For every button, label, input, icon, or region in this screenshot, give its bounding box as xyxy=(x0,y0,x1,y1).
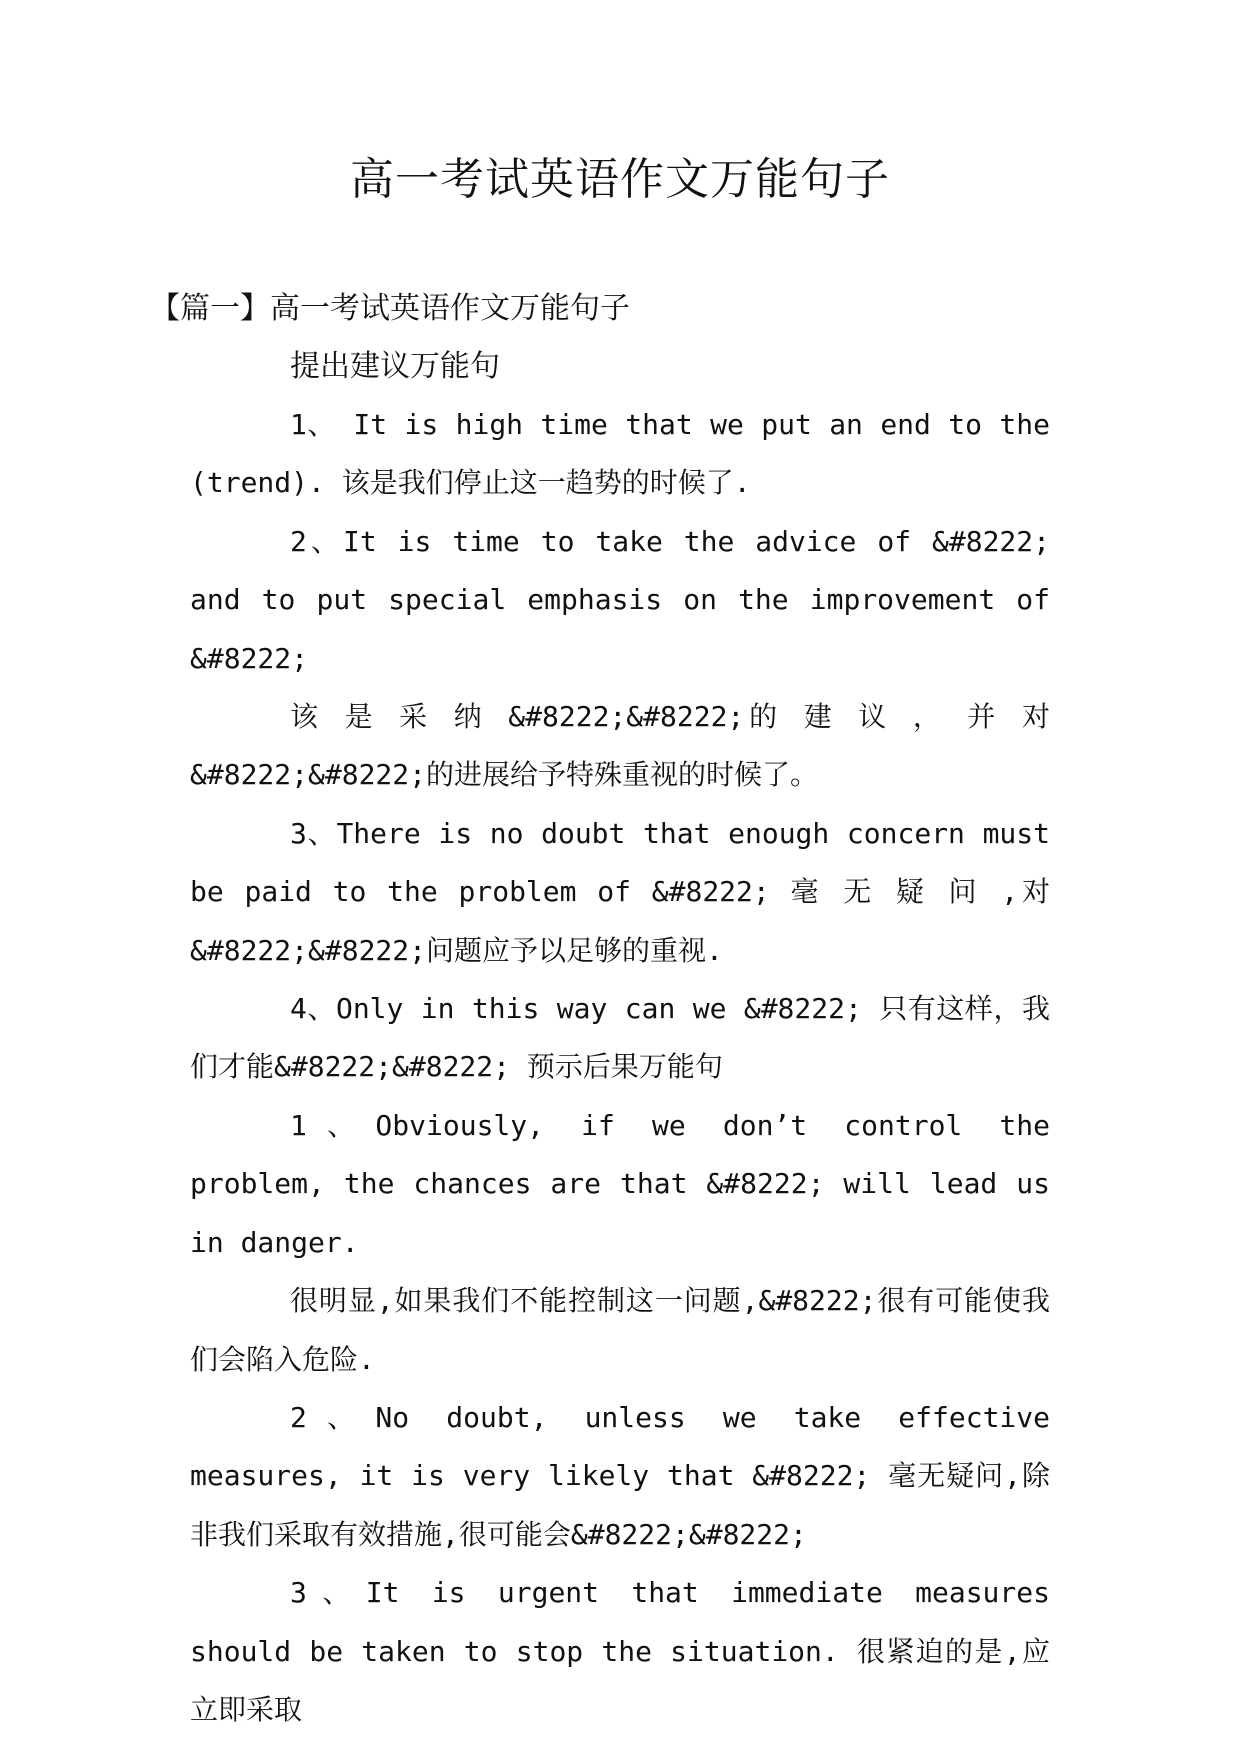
sub-heading: 提出建议万能句 xyxy=(290,349,500,384)
paragraph: 1、 It is high time that we put an end to the (trend). 该是我们停止这一趋势的时候了. xyxy=(190,408,1050,500)
document-body xyxy=(150,280,1050,1739)
paragraph: 1、Obviously, if we don’t control the problem, the chances are that &#8222; will lead us in danger. xyxy=(190,1108,1050,1259)
paragraph: 4、Only in this way can we &#8222; 只有这样，我们才能&#8222;&#8222; 预示后果万能句 xyxy=(190,992,1050,1084)
page-title: 高一考试英语作文万能句子 xyxy=(350,154,890,205)
paragraph: 2、It is time to take the advice of &#8222; and to put special emphasis on the improvement of &#8222; xyxy=(190,524,1050,675)
paragraph: 3、It is urgent that immediate measures should be taken to stop the situation. 很紧迫的是,应立即采取 xyxy=(190,1576,1050,1726)
paragraph: 3、There is no doubt that enough concern must be paid to the problem of &#8222; 毫 无 疑 问 ,对 &#8222;&#8222;问题应予以足够的重视. xyxy=(190,816,1050,967)
paragraph: 很明显,如果我们不能控制这一问题,&#8222;很有可能使我们会陷入危险. xyxy=(190,1284,1050,1376)
section-heading: 【篇一】高一考试英语作文万能句子 xyxy=(150,291,630,326)
paragraph: 2、No doubt, unless we take effective measures, it is very likely that &#8222; 毫无疑问,除非我们采取有效措施,很可能会&#8222;&#8222; xyxy=(190,1400,1050,1551)
paragraph: 该 是 采 纳 &#8222;&#8222;的 建 议 ， 并 对 &#8222;&#8222;的进展给予特殊重视的时候了。 xyxy=(190,700,1050,792)
